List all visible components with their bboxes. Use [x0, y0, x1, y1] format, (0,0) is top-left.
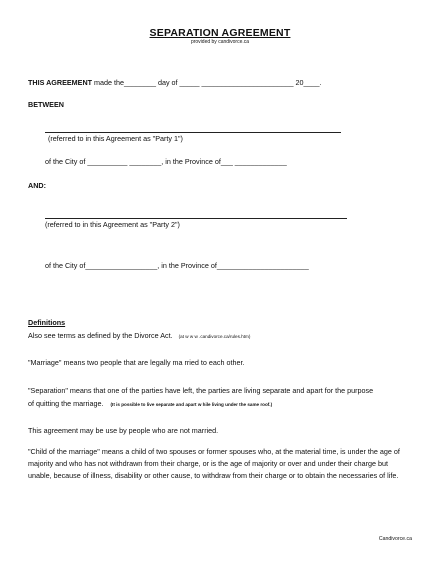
party2-reference: (referred to in this Agreement as "Party 2") [45, 220, 180, 229]
agreement-date-text: made the________ day of _____ _______________________ 20____. [94, 78, 322, 87]
document-subtitle: provided by candivorce.ca [190, 39, 250, 45]
marriage-definition: "Marriage" means two people that are legally ma rried to each other. [28, 358, 245, 367]
separation-definition-line1: "Separation" means that one of the parties have left, the parties are living separate and apart for the purpose [28, 386, 374, 395]
party2-name-line [45, 218, 347, 219]
and-label: AND: [28, 181, 46, 190]
party1-city-line: of the City of __________ ________, in the Province of___ _____________ [45, 157, 287, 166]
see-terms-line [28, 331, 250, 340]
agreement-label: THIS AGREEMENT [28, 78, 93, 87]
document-title: SEPARATION AGREEMENT [149, 27, 291, 39]
see-terms-note: (at w w w .candivorce.ca/rules.htm) [178, 334, 251, 339]
unmarried-note: This agreement may be use by people who are not married. [28, 426, 219, 435]
separation-definition-text: of quitting the marriage. [28, 399, 104, 408]
separation-note: (It is possible to live separate and apart w hile living under the same roof.) [110, 402, 273, 407]
party1-name-line [45, 132, 341, 133]
separation-definition-line2 [28, 399, 272, 408]
between-label: BETWEEN [28, 100, 64, 109]
party2-city-line: of the City of__________________, in the Province of_______________________ [45, 261, 309, 270]
see-terms-text: Also see terms as defined by the Divorce Act. [28, 331, 173, 340]
child-of-marriage-definition: "Child of the marriage" means a child of two spouses or former spouses who, at the material time, is under the age of majority and who has not withdrawn from their charge, or is the age of majority or over and under their charge but unable, because of illness, disability or other cause, to withdraw from their charge or to obtain the necessaries of life. [28, 447, 400, 480]
agreement-intro-line [28, 78, 321, 87]
definitions-heading: Definitions [28, 318, 66, 327]
footer-brand: Candivorce.ca [378, 536, 412, 542]
party1-reference: (referred to in this Agreement as "Party 1") [48, 134, 183, 143]
